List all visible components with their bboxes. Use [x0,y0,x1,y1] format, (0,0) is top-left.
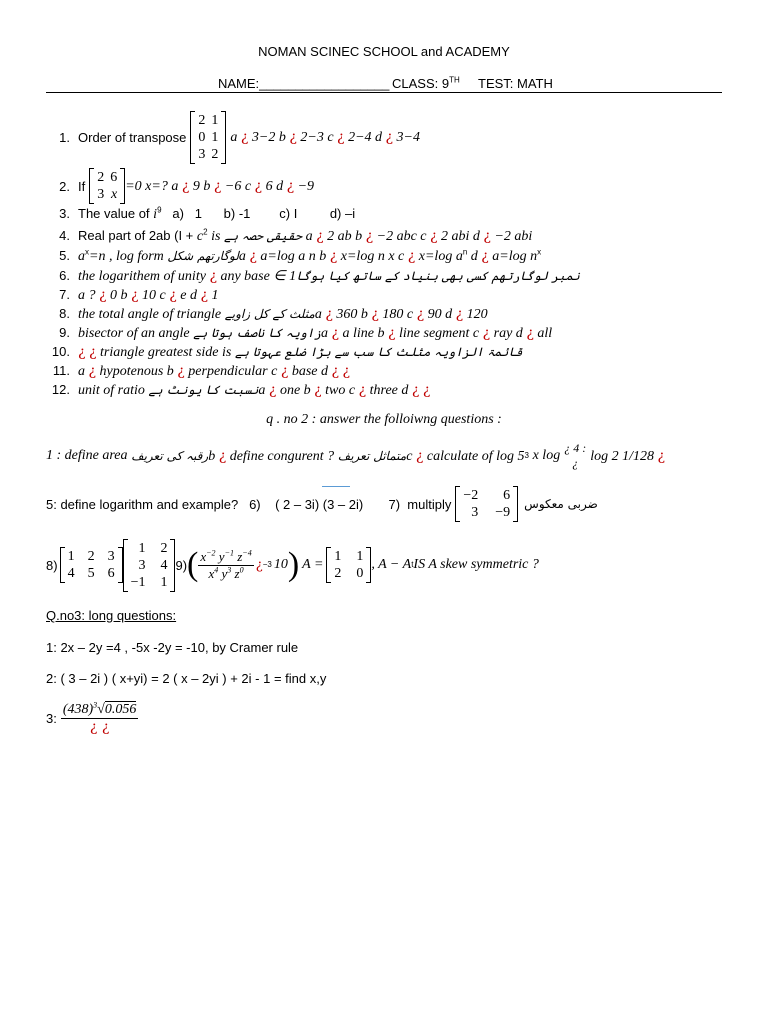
matrix-transpose: 2 1 0 1 3 2 [198,112,219,162]
matrix-multiply: −2 6 3 −9 [463,488,511,520]
mcq-7: 7. a ? ¿ 0 b ¿ 10 c ¿ e d ¿ 1 [59,287,219,303]
mcq-3: 3. The value of $i^9$ a) 1 b) -1 c) I d) –i [59,205,356,222]
school-title: NOMAN SCINEC SCHOOL and ACADEMY [258,44,510,59]
q3-heading: Q.no3: long questions: [46,608,177,623]
header-rule [46,92,722,93]
q3-line-1: 1: 2x – 2y =4 , -5x -2y = -10, by Cramer rule [46,640,299,655]
mcq-11: 11. a ¿ hypotenous b ¿ perpendicular c ¿ base d ¿ ¿ [52,363,351,379]
q3-line-3: 3: $\frac{(438)^3√0.056}{¿ ¿}$ [46,699,137,735]
q3-line-2: 2: ( 3 – 2i ) ( x+yi) = 2 ( x – 2yi ) + 2i - 1 = find x,y [46,671,327,686]
mcq-5: 5. $a^x=n$ , log form لوگارتھم شکلa ¿ a=log a n b ¿ x=log n x c ¿ x=log $a^n$ d ¿ a=log $n^x$ [59,247,542,264]
mcq-9: 9. bisector of an angle زاویہ کا ناصف ہوتا ہےa ¿ a line b ¿ line segment c ¿ ray d ¿ all [59,325,553,341]
matrix-skew: 1 1 2 0 [334,549,364,581]
q2-line-8: 8) 1 2 3 4 5 6 1 2 3 4 −1 1 9) ( $\frac{x^{-2} y^{-1} z^{-4}}{x^4 y^3 z^0}$ ¿ −3 10 ) A = 1 1 2 0 , A − A t IS A skew symmetric ? [46,540,539,590]
name-label: NAME:__________________ [218,76,390,91]
test-label: TEST: MATH [478,76,553,91]
mcq-2: 2. If 2 6 3 x =0 x=? a ¿ 9 b ¿ −6 c ¿ 6 d ¿ −9 [59,170,315,202]
matrix-b: 1 2 3 4 −1 1 [130,540,168,590]
exponent-fraction: $\frac{x^{-2} y^{-1} z^{-4}}{x^4 y^3 z^0}$ [200,548,252,581]
q2-line-1: 1 : define area رقبہ کی تعریف b ¿ define congurent ? متماثل تعریف c ¿ calculate of log 5 3 x log ¿ 4 : ¿ log 2 1/128 ¿ [46,441,665,470]
q2-heading: q . no 2 : answer the folloiwng questions : [266,412,502,427]
mcq-6: 6. the logarithem of unity ¿ any base ∈ نمبر لوگارتھم کسی بھی بنیاد کے ساتھ کیا ہوگا1 [59,268,580,284]
mcq-1: 1. Order of transpose 2 1 0 1 3 2 a ¿ 3−2 b ¿ 2−3 c ¿ 2−4 d ¿ 3−4 [59,112,420,162]
matrix-determinant: 2 6 3 x [97,170,118,202]
mcq-8: 8. the total angle of triangle مثلث کے کل زاویےa ¿ 360 b ¿ 180 c ¿ 90 d ¿ 120 [59,306,488,322]
mcq-12: 12. unit of ratio نسبت کا یونٹ ہےa ¿ one b ¿ two c ¿ three d ¿ ¿ [51,382,431,398]
mcq-4: 4. Real part of 2ab ($I + c^2$ is حقیقی حصہ ہے a ¿ 2 ab b ¿ −2 abc c ¿ 2 abi d ¿ −2 abi [59,227,533,244]
matrix-a: 1 2 3 4 5 6 [67,549,115,581]
q2-line-5: 5: define logarithm and example? 6) ( 2 – 3i) (3 – 2i) 7) multiply −2 6 3 −9 ضربی معکوس [46,488,598,520]
mcq-10: 10. ¿ ¿ triangle greatest side is قائمۃ الزاویہ مثلث کا سب سے بڑا ضلع عہوتا ہے [51,344,523,360]
class-label: CLASS: 9TH [392,75,460,91]
